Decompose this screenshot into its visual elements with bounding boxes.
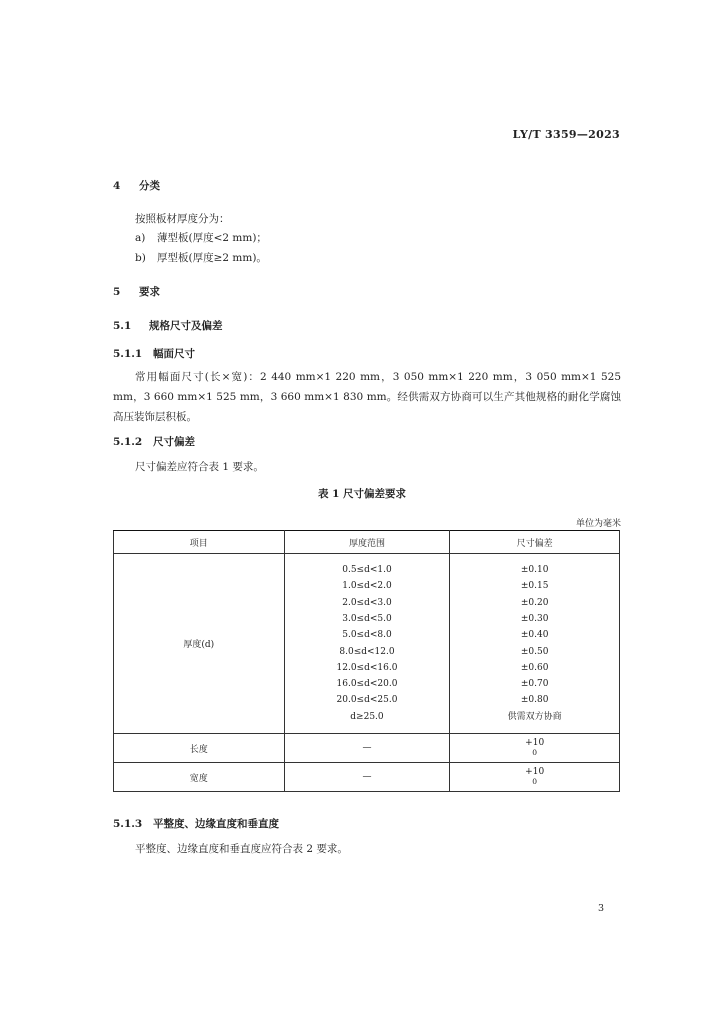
range-cell: 20.0≤d<25.0 xyxy=(336,695,398,706)
range-cell: 16.0≤d<20.0 xyxy=(336,679,398,690)
list-text: 薄型板(厚度<2 mm)； xyxy=(157,232,267,244)
list-item-a xyxy=(135,230,267,245)
thickness-label: 厚度(d) xyxy=(114,554,285,734)
header-item: 项目 xyxy=(114,531,285,554)
section-5-heading xyxy=(113,284,160,299)
deviation-cell: ±0.10 xyxy=(520,565,549,576)
section-title: 要求 xyxy=(139,286,160,298)
thickness-deviations xyxy=(450,554,620,734)
range-cell: 0.5≤d<1.0 xyxy=(342,565,392,576)
deviation-cell: ±0.30 xyxy=(520,613,549,624)
thickness-ranges xyxy=(284,554,450,734)
section-number: 5.1.1 xyxy=(113,348,143,360)
range-cell: 8.0≤d<12.0 xyxy=(339,646,395,657)
section-5-1-3-text: 平整度、边缘直度和垂直度应符合表 2 要求。 xyxy=(135,843,348,855)
range-cell: 12.0≤d<16.0 xyxy=(336,662,398,673)
section-title: 幅面尺寸 xyxy=(153,348,195,360)
length-tolerance xyxy=(450,734,620,763)
table-1-unit: 单位为毫米 xyxy=(575,519,621,529)
deviation-cell: ±0.20 xyxy=(520,597,549,608)
section-title: 平整度、边缘直度和垂直度 xyxy=(153,818,279,830)
section-number: 5.1.2 xyxy=(113,436,143,448)
section-number: 5 xyxy=(113,286,121,298)
range-cell: 1.0≤d<2.0 xyxy=(342,581,392,592)
width-tolerance xyxy=(450,763,620,792)
deviation-cell: 供需双方协商 xyxy=(507,711,562,722)
section-5-1-2-text: 尺寸偏差应符合表 1 要求。 xyxy=(135,461,264,473)
length-range: — xyxy=(284,734,450,763)
width-label: 宽度 xyxy=(114,763,285,792)
range-cell: 5.0≤d<8.0 xyxy=(342,630,392,641)
section-5-1-1-text: 常用幅面尺寸(长×宽)：2 440 mm×1 220 mm，3 050 mm×1 220 mm，3 050 mm×1 525 mm，3 660 mm×1 525 mm，3 660 mm×1 830 mm。经供需双方协商可以生产其他规格的耐化学腐蚀高压装饰层积板。 xyxy=(113,371,621,423)
section-number: 5.1.3 xyxy=(113,818,143,830)
tolerance-upper: +10 xyxy=(525,738,545,748)
deviation-cell: ±0.80 xyxy=(520,695,549,706)
section-5-1-1-heading xyxy=(113,346,195,361)
list-item-b xyxy=(135,250,267,265)
deviation-cell: ±0.40 xyxy=(520,630,549,641)
tolerance-lower: 0 xyxy=(532,777,538,786)
section-title: 分类 xyxy=(139,180,160,192)
section-5-1-heading xyxy=(113,318,223,333)
range-cell: 3.0≤d<5.0 xyxy=(342,613,392,624)
tolerance-lower: 0 xyxy=(532,748,538,757)
deviation-cell: ±0.15 xyxy=(520,581,549,592)
section-title: 尺寸偏差 xyxy=(153,436,195,448)
list-text: 厚型板(厚度≥2 mm)。 xyxy=(157,252,267,264)
section-title: 规格尺寸及偏差 xyxy=(149,320,223,332)
header-deviation: 尺寸偏差 xyxy=(450,531,620,554)
deviation-cell: ±0.50 xyxy=(520,646,549,657)
list-label: a) xyxy=(135,232,146,244)
table-1 xyxy=(113,530,620,792)
section-number: 4 xyxy=(113,180,121,192)
tolerance-upper: +10 xyxy=(525,767,545,777)
section-4-intro: 按照板材厚度分为： xyxy=(135,213,230,225)
length-label: 长度 xyxy=(114,734,285,763)
deviation-cell: ±0.70 xyxy=(520,679,549,690)
section-number: 5.1 xyxy=(113,320,132,332)
list-label: b) xyxy=(135,252,146,264)
table-1-caption: 表 1 尺寸偏差要求 xyxy=(317,488,407,500)
section-4-heading xyxy=(113,178,160,193)
range-cell: d≥25.0 xyxy=(350,711,384,722)
range-cell: 2.0≤d<3.0 xyxy=(342,597,392,608)
deviation-cell: ±0.60 xyxy=(520,662,549,673)
standard-number: LY/T 3359—2023 xyxy=(512,128,620,141)
header-thickness-range: 厚度范围 xyxy=(284,531,450,554)
width-range: — xyxy=(284,763,450,792)
section-5-1-3-heading xyxy=(113,816,279,831)
page-number: 3 xyxy=(597,903,604,914)
section-5-1-2-heading xyxy=(113,434,195,449)
